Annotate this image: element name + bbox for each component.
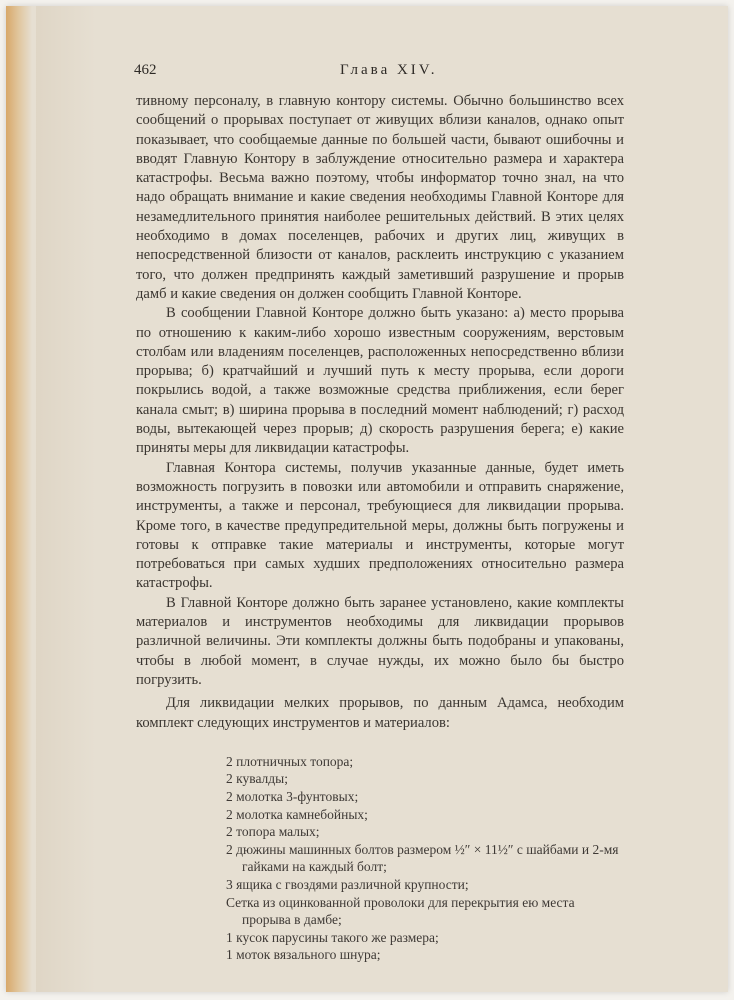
paragraph: тивному персоналу, в главную контору системы. Обычно большинство всех сообщений о прорывах поступает от живущих вблизи каналов, однако опыт показывает, что сообщаемые данные по большей части, бывают ошибочны и вводят Главную Контору в заблуждение относительно размера и характера катастрофы. Весьма важно поэтому, чтобы информатор точно знал, на что надо обращать внимание и какие сведения необходимы Главной Конторе для незамедлительного принятия наиболее решительных действий. В этих целях необходимо в домах поселенцев, рабочих и других лиц, живущих в непосредственной близости от каналов, расклеить инструкцию с указанием того, что должен предпринять каждый заметивший разрушение и прорыв дамб и какие сведения он должен сообщить Главной Конторе.: [136, 93, 624, 302]
paragraph: Для ликвидации мелких прорывов, по данным Адамса, необходим комплект следующих инструментов и материалов:: [136, 695, 624, 731]
list-item: Сетка из оцинкованной проволоки для перекрытия ею места прорыва в дамбе;: [226, 894, 575, 928]
body-text: [136, 92, 624, 964]
running-header: [130, 62, 650, 84]
list-item: 1 кусок парусины такого же размера;: [226, 929, 439, 945]
list-item: 2 молотка камнебойных;: [226, 806, 368, 822]
page-edge-stain: [6, 6, 32, 992]
list-item: 2 плотничных топора;: [226, 753, 354, 769]
page-fold-shadow: [36, 6, 96, 992]
chapter-title: Глава XIV.: [340, 62, 438, 78]
paragraph: В Главной Конторе должно быть заранее установлено, какие комплекты материалов и инструментов необходимы для ликвидации прорывов различной величины. Эти комплекты должны быть подобраны и упакованы, чтобы в любой момент, в случае нужды, их можно было бы быстро погрузить.: [136, 594, 624, 688]
list-item: 2 топора малых;: [226, 824, 320, 840]
list-item: 2 дюжины машинных болтов размером ½″ × 11½″ с шайбами и 2-мя гайками на каждый болт;: [226, 841, 619, 875]
paragraph: Главная Контора системы, получив указанные данные, будет иметь возможность погрузить в повозки или автомобили и отправить снаряжение, инструменты, а также и персонал, требующиеся для ликвидации прорыва. Кроме того, в качестве предупредительной меры, должны быть погружены и готовы к отправке такие материалы и инструменты, которые могут потребоваться при самых худших предположениях относительно размера катастрофы.: [136, 459, 624, 592]
list-item: 2 кувалды;: [226, 771, 288, 787]
paragraph: В сообщении Главной Конторе должно быть указано: а) место прорыва по отношению к каким-либо хорошо известным сооружениям, верстовым столбам или владениям поселенцев, расположенных непосредственно вблизи прорыва; б) кратчайший и лучший путь к месту прорыва, если дороги покрылись водой, а также возможные средства приближения, если берег канала смыт; в) ширина прорыва в последний момент наблюдений; г) расход воды, вытекающей через прорыв; д) скорость разрушения берега; е) какие приняты меры для ликвидации катастрофы.: [136, 305, 624, 457]
page-number: 462: [134, 62, 157, 78]
list-item: 1 моток вязального шнура;: [226, 947, 381, 963]
list-item: 2 молотка 3-фунтовых;: [226, 788, 359, 804]
tools-list: [226, 753, 624, 964]
book-page: [6, 6, 728, 992]
list-item: 3 ящика с гвоздями различной крупности;: [226, 876, 469, 892]
